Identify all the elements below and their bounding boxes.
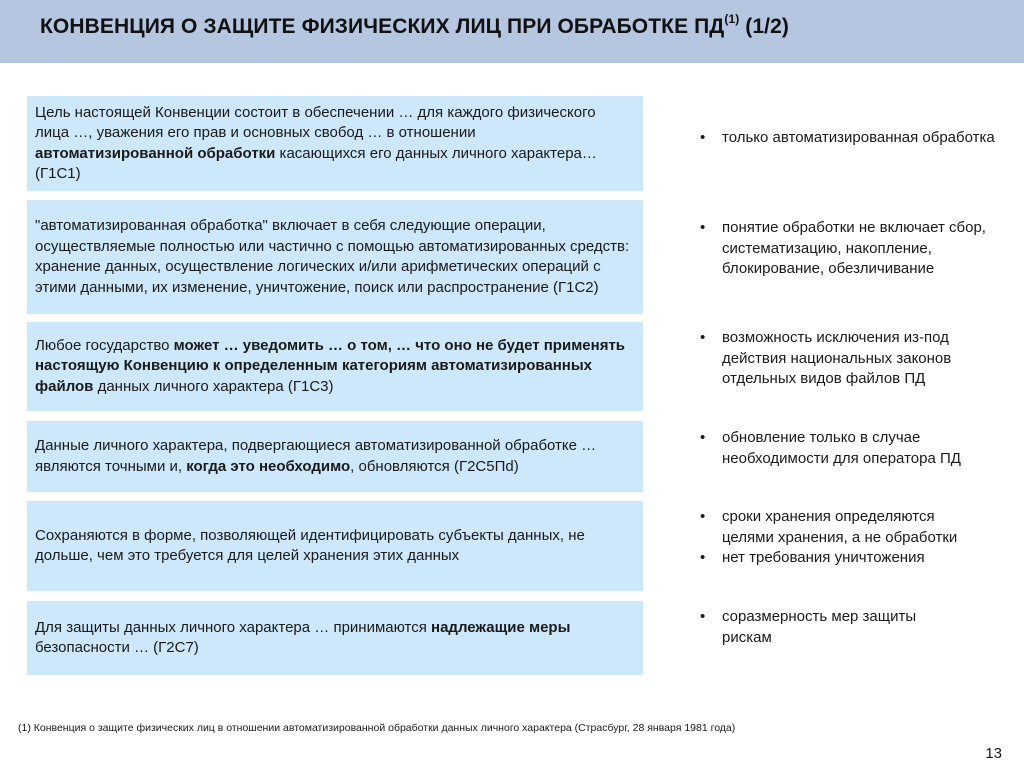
box-text-2: "автоматизированная обработка" включает в себя следующие операции, осуществляемые полностью или частично с помощью автоматизированных средств: хранение данных, осуществление логических и/или арифметических операций с этими данными, их изменение, уничтожение, поиск или распространение (Г1С2)	[35, 217, 630, 296]
bullet-icon: •	[700, 508, 706, 525]
title-footnote-mark: (1)	[724, 12, 740, 26]
comment-item: • соразмерность мер защиты рискам	[700, 608, 917, 646]
comment-list-6	[700, 607, 970, 648]
title-text: КОНВЕНЦИЯ О ЗАЩИТЕ ФИЗИЧЕСКИХ ЛИЦ ПРИ ОБРАБОТКЕ ПД	[40, 15, 725, 38]
comment-list-1	[700, 128, 1000, 149]
box-text-6: Для защиты данных личного характера … принимаются надлежащие меры безопасности … (Г2С7)	[35, 618, 571, 656]
box-text-5: Сохраняются в форме, позволяющей идентифицировать субъекты данных, не дольше, чем это требуется для целей хранения этих данных	[35, 526, 585, 564]
bullet-icon: •	[700, 608, 706, 625]
box-text-1: Цель настоящей Конвенции состоит в обеспечении … для каждого физического лица …, уважения его прав и основных свобод … в отношении автоматизированной обработки касающихся его данных личного характера… (Г1С1)	[35, 103, 597, 182]
convention-box-6	[27, 601, 643, 675]
box-text-4: Данные личного характера, подвергающиеся автоматизированной обработке … являются точными и, когда это необходимо, обновляются (Г2С5Пd)	[35, 437, 597, 475]
bullet-icon: •	[700, 549, 706, 566]
page-number: 13	[985, 745, 1002, 762]
comment-item: • понятие обработки не включает сбор, систематизацию, накопление, блокирование, обезличивание	[700, 219, 986, 277]
comment-list-2	[700, 218, 1000, 280]
comment-item: • обновление только в случае необходимости для оператора ПД	[700, 429, 961, 467]
comment-item: • сроки хранения определяются целями хранения, а не обработки	[700, 508, 958, 546]
convention-box-5	[27, 501, 643, 591]
title-part-indicator: (1/2)	[739, 15, 789, 38]
bullet-icon: •	[700, 219, 706, 236]
footnote: (1) Конвенция о защите физических лиц в отношении автоматизированной обработки данных личного характера (Страсбург, 28 января 1981 года)	[18, 722, 736, 734]
comment-item: • только автоматизированная обработка	[700, 128, 1000, 149]
header-bar	[0, 0, 1024, 63]
convention-box-3	[27, 322, 643, 411]
bullet-icon: •	[700, 329, 706, 346]
convention-box-2	[27, 200, 643, 314]
bullet-icon: •	[700, 429, 706, 446]
bullet-icon: •	[700, 129, 706, 146]
comment-list-4	[700, 428, 990, 469]
convention-box-4	[27, 421, 643, 492]
page-title	[40, 12, 789, 39]
comment-item: • возможность исключения из-под действия национальных законов отдельных видов файлов ПД	[700, 329, 952, 387]
comment-list-5	[700, 507, 990, 569]
comment-item: • нет требования уничтожения	[700, 548, 990, 569]
comment-list-3	[700, 328, 962, 390]
box-text-3: Любое государство может … уведомить … о том, … что оно не будет применять настоящую Конвенцию к определенным категориям автоматизированных файлов данных личного характера (Г1С3)	[35, 336, 626, 395]
convention-box-1	[27, 96, 643, 191]
